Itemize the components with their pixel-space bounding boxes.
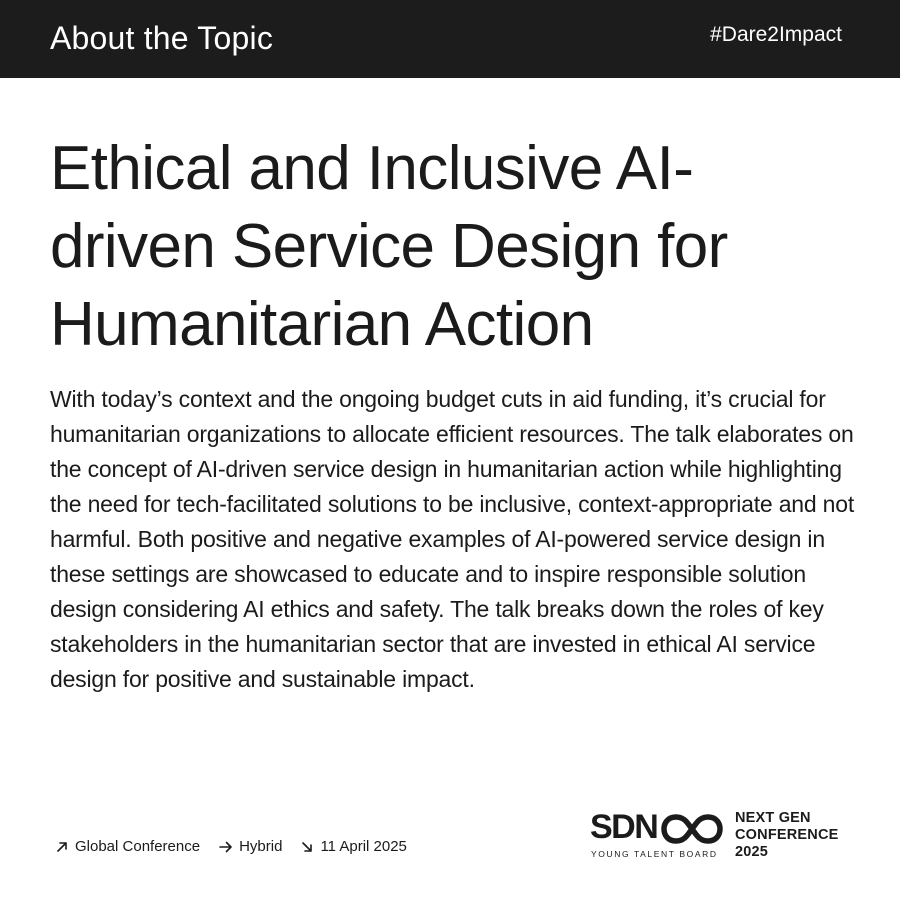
header-bar <box>0 0 900 78</box>
logo-event-line: CONFERENCE <box>735 827 839 843</box>
logo-event-line: 2025 <box>735 844 769 860</box>
meta-item-format <box>218 838 282 855</box>
meta-item-date <box>300 838 406 855</box>
sdn-logo <box>590 808 850 864</box>
logo-event-label <box>735 810 839 861</box>
talk-title: Ethical and Inclusive AI-driven Service Design for Humanitarian Action <box>50 134 728 359</box>
section-title: About the Topic <box>50 20 274 56</box>
arrow-up-right-icon <box>55 840 69 854</box>
logo-letters: SDN <box>590 808 658 846</box>
meta-label: Global Conference <box>75 838 201 855</box>
arrow-right-icon <box>218 840 233 854</box>
meta-label: 11 April 2025 <box>320 838 407 855</box>
talk-description: With today’s context and the ongoing budget cuts in aid funding, it’s crucial for humanitarian organizations to allocate efficient resources. The talk elaborates on the concept of AI-driven service design in humanitarian action while highlighting the need for tech-facilitated solutions to be inclusive, context-appropriate and not harmful. Both positive and negative examples of AI-powered service design in these settings are showcased to educate and to inspire responsible solution design considering AI ethics and safety. The talk breaks down the roles of key stakeholders in the humanitarian sector that are invested in ethical AI service design for positive and sustainable impact. <box>50 386 855 692</box>
arrow-down-right-icon <box>300 840 314 854</box>
logo-subline: YOUNG TALENT BOARD <box>591 849 718 859</box>
meta-item-conference <box>55 838 200 855</box>
sdn-logo-mark <box>590 808 726 864</box>
hashtag: #Dare2Impact <box>710 23 842 46</box>
infinity-icon <box>660 812 724 846</box>
logo-event-line: NEXT GEN <box>735 810 811 826</box>
meta-label: Hybrid <box>239 838 283 855</box>
event-meta <box>55 838 407 855</box>
